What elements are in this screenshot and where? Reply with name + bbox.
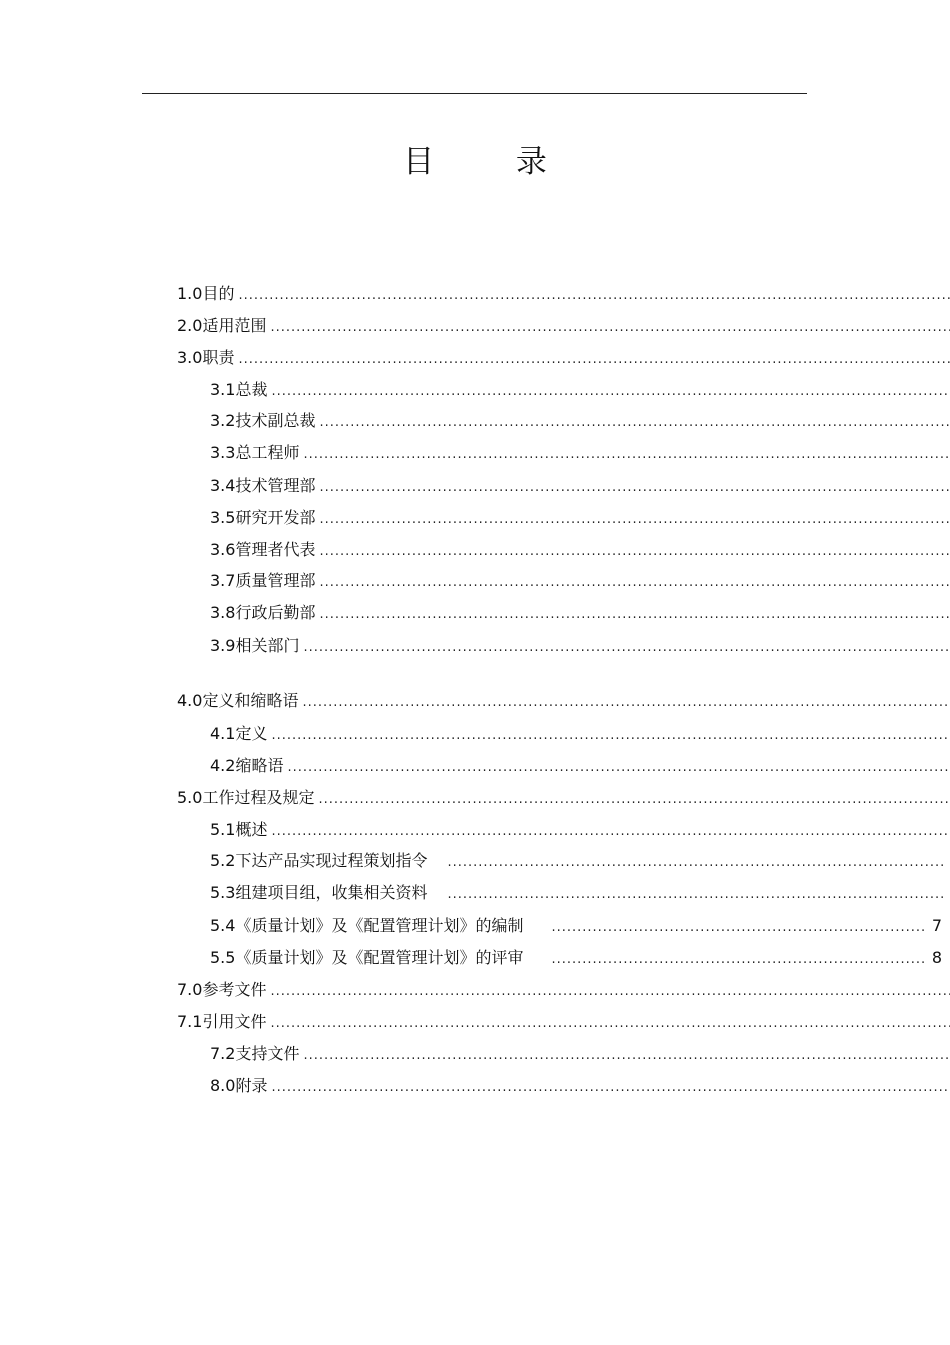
toc-number: 4.0 xyxy=(177,691,203,710)
toc-text: 下达产品实现过程策划指令 xyxy=(235,851,428,870)
toc-number: 5.2 xyxy=(210,851,236,870)
toc-number: 7.0 xyxy=(177,980,203,999)
toc-text: 总裁 xyxy=(235,380,268,399)
dot-leader xyxy=(551,949,926,969)
toc-entry[interactable] xyxy=(177,347,950,369)
toc-number: 3.5 xyxy=(210,508,236,527)
toc-entry[interactable] xyxy=(210,1075,950,1097)
dot-leader xyxy=(319,541,950,561)
toc-entry[interactable] xyxy=(210,507,950,529)
toc-text: 技术副总裁 xyxy=(235,411,316,430)
toc-page-number: 8 xyxy=(931,948,942,967)
toc-entry[interactable] xyxy=(210,947,942,969)
toc-entry[interactable] xyxy=(177,283,950,305)
dot-leader xyxy=(270,317,950,337)
dot-leader xyxy=(271,1077,950,1097)
toc-text: 工作过程及规定 xyxy=(202,788,315,807)
toc-number: 1.0 xyxy=(177,284,203,303)
toc-number: 7.2 xyxy=(210,1044,236,1063)
toc-entry[interactable] xyxy=(210,819,950,841)
dot-leader xyxy=(319,477,950,497)
toc-entry[interactable] xyxy=(210,539,950,561)
toc-entry[interactable] xyxy=(177,315,950,337)
dot-leader xyxy=(238,349,950,369)
toc-entry[interactable] xyxy=(210,723,950,745)
toc-number: 3.9 xyxy=(210,636,236,655)
toc-text: 定义和缩略语 xyxy=(202,691,299,710)
toc-text: 概述 xyxy=(235,820,268,839)
dot-leader xyxy=(271,381,950,401)
toc-text: 定义 xyxy=(235,724,268,743)
toc-entry[interactable] xyxy=(210,379,950,401)
toc-number: 3.6 xyxy=(210,540,236,559)
toc-text: 附录 xyxy=(235,1076,268,1095)
toc-entry[interactable] xyxy=(177,1011,950,1033)
toc-entry[interactable] xyxy=(210,602,950,624)
toc-number: 3.0 xyxy=(177,348,203,367)
dot-leader xyxy=(270,981,950,1001)
toc-text: 管理者代表 xyxy=(235,540,316,559)
toc-entry[interactable] xyxy=(210,635,950,657)
toc-entry[interactable] xyxy=(210,442,950,464)
toc-number: 5.5 xyxy=(210,948,236,967)
toc-number: 5.3 xyxy=(210,883,236,902)
dot-leader xyxy=(303,444,950,464)
toc-text: 适用范围 xyxy=(202,316,267,335)
toc-page-number: 7 xyxy=(931,916,942,935)
dot-leader xyxy=(270,1013,950,1033)
dot-leader xyxy=(303,637,950,657)
toc-entry[interactable] xyxy=(210,882,945,904)
toc-number: 3.3 xyxy=(210,443,236,462)
toc-entry[interactable] xyxy=(210,915,942,937)
dot-leader xyxy=(319,412,950,432)
toc-text: 参考文件 xyxy=(202,980,267,999)
toc-entry[interactable] xyxy=(177,787,950,809)
toc-text: 研究开发部 xyxy=(235,508,316,527)
toc-text: 缩略语 xyxy=(235,756,284,775)
toc-text: 支持文件 xyxy=(235,1044,300,1063)
toc-text: 目的 xyxy=(202,284,235,303)
dot-leader xyxy=(271,725,950,745)
toc-number: 2.0 xyxy=(177,316,203,335)
toc-text: 职责 xyxy=(202,348,235,367)
dot-leader xyxy=(319,509,950,529)
toc-number: 5.4 xyxy=(210,916,236,935)
toc-entry[interactable] xyxy=(177,690,950,712)
toc-number: 4.2 xyxy=(210,756,236,775)
toc-text: 相关部门 xyxy=(235,636,300,655)
toc-entry[interactable] xyxy=(177,979,950,1001)
toc-text: 技术管理部 xyxy=(235,476,316,495)
toc-entry[interactable] xyxy=(210,475,950,497)
toc-entry[interactable] xyxy=(210,570,950,592)
dot-leader xyxy=(318,789,950,809)
toc-number: 3.7 xyxy=(210,571,236,590)
dot-leader xyxy=(551,917,926,937)
dot-leader xyxy=(303,1045,950,1065)
toc-number: 7.1 xyxy=(177,1012,203,1031)
dot-leader xyxy=(319,572,950,592)
dot-leader xyxy=(447,852,945,872)
toc-text: 质量管理部 xyxy=(235,571,316,590)
toc-entry[interactable] xyxy=(210,850,945,872)
toc-number: 4.1 xyxy=(210,724,236,743)
toc-text: 引用文件 xyxy=(202,1012,267,1031)
toc-number: 3.2 xyxy=(210,411,236,430)
dot-leader xyxy=(271,821,950,841)
toc-entry[interactable] xyxy=(210,755,950,777)
toc-text: 行政后勤部 xyxy=(235,603,316,622)
toc-text: 总工程师 xyxy=(235,443,300,462)
toc-number: 3.1 xyxy=(210,380,236,399)
toc-text: 组建项目组，收集相关资料 xyxy=(235,883,428,902)
dot-leader xyxy=(287,757,950,777)
toc-number: 5.1 xyxy=(210,820,236,839)
toc-entry[interactable] xyxy=(210,1043,950,1065)
dot-leader xyxy=(238,285,950,305)
toc-number: 3.4 xyxy=(210,476,236,495)
dot-leader xyxy=(319,604,950,624)
toc-number: 8.0 xyxy=(210,1076,236,1095)
page-title: 目 录 xyxy=(403,144,583,180)
dot-leader xyxy=(447,884,945,904)
toc-entry[interactable] xyxy=(210,410,950,432)
toc-number: 5.0 xyxy=(177,788,203,807)
dot-leader xyxy=(302,692,950,712)
toc-text: 《质量计划》及《配置管理计划》的评审 xyxy=(235,948,524,967)
toc-number: 3.8 xyxy=(210,603,236,622)
toc-text: 《质量计划》及《配置管理计划》的编制 xyxy=(235,916,524,935)
